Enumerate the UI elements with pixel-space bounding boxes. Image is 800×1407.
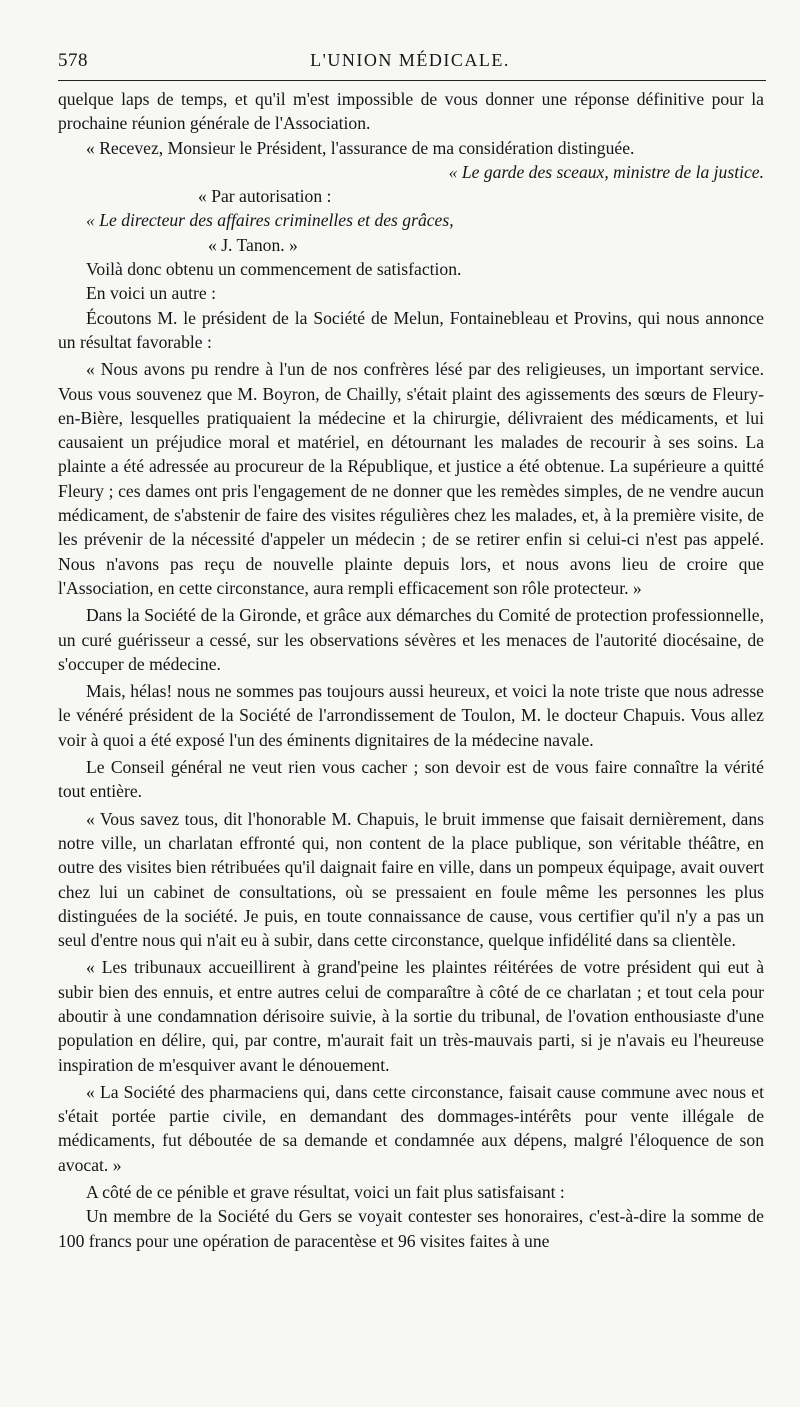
- paragraph: A côté de ce pénible et grave résultat, voici un fait plus satisfaisant :: [86, 1182, 565, 1203]
- signature-name: « J. Tanon. »: [208, 234, 298, 255]
- quotation: « Les tribunaux accueillirent à grand'peine les plaintes réitérées de votre président qui eut à subir bien des ennuis, et entre autres celui de comparaître à côté de ce charlatan ; et tout cela pour aboutir à une condamnation dérisoire suivie, à la sortie du tribunal, de l'ovation enthousiaste d'une population en délire, qui, par contre, m'aurait fait un très-mauvais parti, si je n'avais eu l'heureuse inspiration de m'esquiver avant le dénouement.: [58, 957, 764, 1075]
- quotation: « Vous savez tous, dit l'honorable M. Chapuis, le bruit immense que faisait dernièrement, dans notre ville, un charlatan effronté qui, non content de la place publique, son véritable théâtre, en outre des visites bien rétribuées qu'il daignait faire en ville, dans un pompeux équipage, avait ouvert chez lui un cabinet de consultations, où se pressaient en foule même les personnes les plus distinguées de la société. Je puis, en toute connaissance de cause, vous certifier qu'il n'y a pas un seul d'entre nous qui n'ait eu à subir, dans cette circonstance, quelque infidélité dans sa clientèle.: [58, 808, 764, 951]
- paragraph: Voilà donc obtenu un commencement de satisfaction.: [86, 259, 462, 280]
- page-header: [58, 50, 762, 76]
- paragraph: « Le directeur des affaires criminelles et des grâces,: [86, 210, 454, 231]
- body-text: [58, 87, 764, 1253]
- paragraph: Un membre de la Société du Gers se voyait contester ses honoraires, c'est-à-dire la somme de 100 francs pour une opération de paracentèse et 96 visites faites à une: [58, 1206, 764, 1251]
- paragraph: quelque laps de temps, et qu'il m'est impossible de vous donner une réponse définitive pour la prochaine réunion générale de l'Association.: [58, 89, 764, 134]
- journal-title: L'UNION MÉDICALE.: [310, 50, 510, 70]
- page-number: 578: [58, 50, 88, 71]
- quotation: « Nous avons pu rendre à l'un de nos confrères lésé par des religieuses, un important service. Vous vous souvenez que M. Boyron, de Chailly, s'était plaint des agissements des sœurs de Fleury-en-Bière, lesquelles pratiquaient la médecine et la chirurgie, délivraient des médicaments, et lui causaient un préjudice moral et matériel, en détournant les malades de recourir à ses soins. La plainte a été adressée au procureur de la République, et justice a été obtenue. La supérieure a quitté Fleury ; ces dames ont pris l'engagement de ne donner que les remèdes simples, de ne vendre aucun médicament, de s'abstenir de faire des visites régulières chez les malades, et, à la première visite, de les prévenir de la nécessité d'appeler un médecin ; de se retirer enfin si celui-ci n'est pas appelé. Nous n'avons pas reçu de nouvelle plainte depuis lors, et nous avons lieu de croire que l'Association, en cette circonstance, aura rempli efficacement son rôle protecteur. »: [58, 359, 764, 598]
- paragraph: En voici un autre :: [86, 283, 216, 304]
- paragraph: « Recevez, Monsieur le Président, l'assurance de ma considération distinguée.: [86, 137, 635, 158]
- paragraph: Écoutons M. le président de la Société de Melun, Fontainebleau et Provins, qui nous annonce un résultat favorable :: [58, 307, 764, 352]
- signature-line: « Le garde des sceaux, ministre de la justice.: [448, 161, 764, 182]
- paragraph: Le Conseil général ne veut rien vous cacher ; son devoir est de vous faire connaître la vérité tout entière.: [58, 757, 764, 802]
- paragraph: « Par autorisation :: [198, 186, 332, 207]
- quotation: « La Société des pharmaciens qui, dans cette circonstance, faisait cause commune avec nous et s'était portée partie civile, en demandant des dommages-intérêts pour vente illégale de médicaments, fut déboutée de sa demande et condamnée aux dépens, malgré l'éloquence de son avocat. »: [58, 1081, 764, 1175]
- paragraph: Dans la Société de la Gironde, et grâce aux démarches du Comité de protection professionnelle, un curé guérisseur a cessé, sur les observations sévères et les menaces de l'autorité diocésaine, de s'occuper de médecine.: [58, 605, 764, 674]
- header-rule: [58, 80, 766, 81]
- paragraph: Mais, hélas! nous ne sommes pas toujours aussi heureux, et voici la note triste que nous adresse le vénéré président de la Société de l'arrondissement de Toulon, M. le docteur Chapuis. Vous allez voir à quoi a été exposé l'un des éminents dignitaires de la médecine navale.: [58, 681, 764, 750]
